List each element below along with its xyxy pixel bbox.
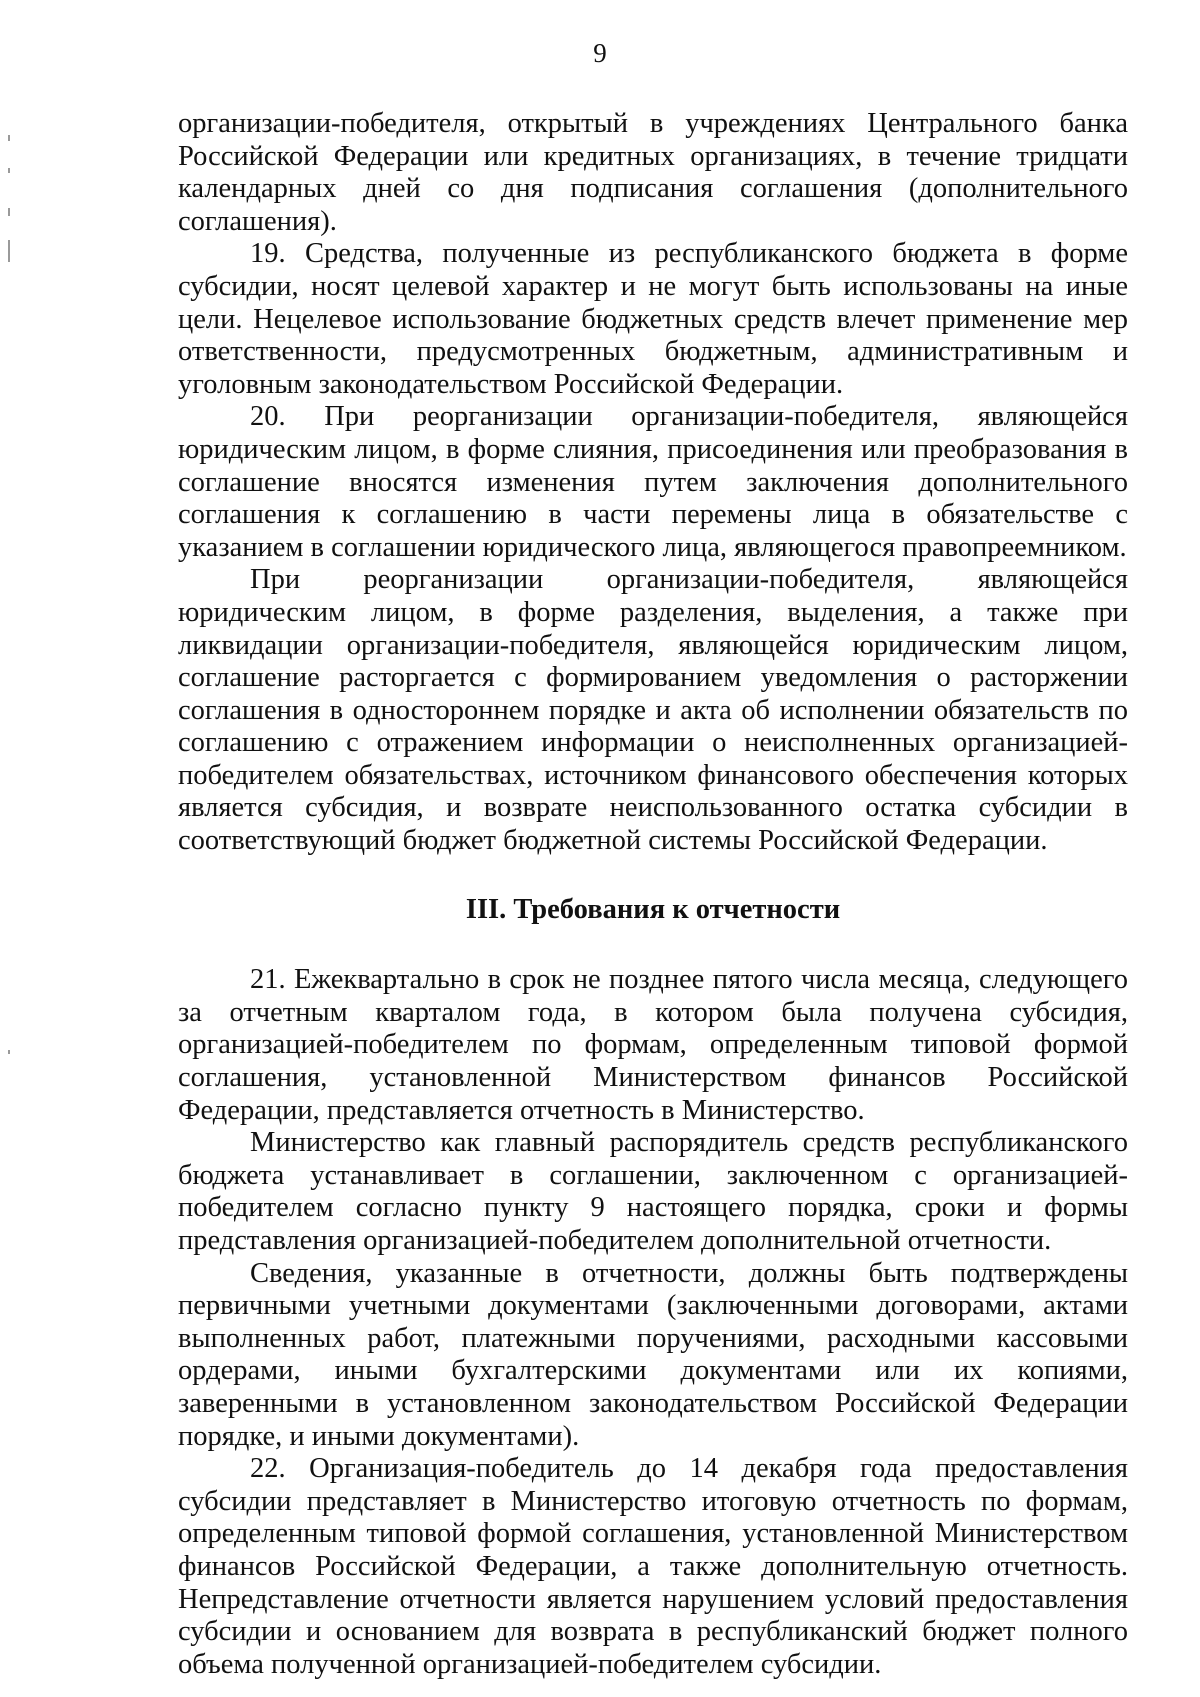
paragraph-19: 19. Средства, полученные из республиканского бюджета в форме субсидии, носят целевой характер и не могут быть использованы на иные цели. Нецелевое использование бюджетных средств влечет применение мер ответственности, предусмотренных бюджетным, административным и уголовным законодательством Российской Федерации. [178, 238, 1128, 400]
scan-mark [8, 208, 10, 216]
paragraph-22: 22. Организация-победитель до 14 декабря года предоставления субсидии представляет в Министерство итоговую отчетность по формам, определенным типовой формой соглашения, установленной Министерством финансов Российской Федерации, а также дополнительную отчетность. Непредставление отчетности является нарушением условий предоставления субсидии и основанием для возврата в республиканский бюджет полного объема полученной организацией-победителем субсидии. [178, 1453, 1128, 1680]
scan-mark [8, 135, 10, 141]
document-body [178, 108, 1128, 1681]
paragraph-21: 21. Ежеквартально в срок не позднее пятого числа месяца, следующего за отчетным кварталом года, в котором была получена субсидия, организацией-победителем по формам, определенным типовой формой соглашения, установленной Министерством финансов Российской Федерации, представляется отчетность в Министерство. [178, 964, 1128, 1126]
scan-mark [8, 168, 10, 173]
scan-mark [8, 1050, 10, 1054]
scan-mark [8, 240, 10, 262]
section-heading: III. Требования к отчетности [465, 893, 841, 925]
page-number: 9 [593, 38, 607, 68]
paragraph-20: 20. При реорганизации организации-победителя, являющейся юридическим лицом, в форме слияния, присоединения или преобразования в соглашение вносятся изменения путем заключения дополнительного соглашения к соглашению в части перемены лица в обязательстве с указанием в соглашении юридического лица, являющегося правопреемником. [178, 401, 1128, 563]
paragraph-continuation: организации-победителя, открытый в учреждениях Центрального банка Российской Федерации или кредитных организациях, в течение тридцати календарных дней со дня подписания соглашения (дополнительного соглашения). [178, 108, 1128, 237]
paragraph-21-documents: Сведения, указанные в отчетности, должны быть подтверждены первичными учетными документами (заключенными договорами, актами выполненных работ, платежными поручениями, расходными кассовыми ордерами, иными бухгалтерскими документами или их копиями, заверенными в установленном законодательством Российской Федерации порядке, и иными документами). [178, 1257, 1128, 1452]
paragraph-20-continued: При реорганизации организации-победителя, являющейся юридическим лицом, в форме разделения, выделения, а также при ликвидации организации-победителя, являющейся юридическим лицом, соглашение расторгается с формированием уведомления о расторжении соглашения в одностороннем порядке и акта об исполнении обязательств по соглашению с отражением информации о неисполненных организацией-победителем обязательствах, источником финансового обеспечения которых является субсидия, и возврате неиспользованного остатка субсидии в соответствующий бюджет бюджетной системы Российской Федерации. [178, 564, 1128, 857]
paragraph-21-ministry: Министерство как главный распорядитель средств республиканского бюджета устанавливает в соглашении, заключенном с организацией-победителем согласно пункту 9 настоящего порядка, сроки и формы представления организацией-победителем дополнительной отчетности. [178, 1127, 1128, 1256]
